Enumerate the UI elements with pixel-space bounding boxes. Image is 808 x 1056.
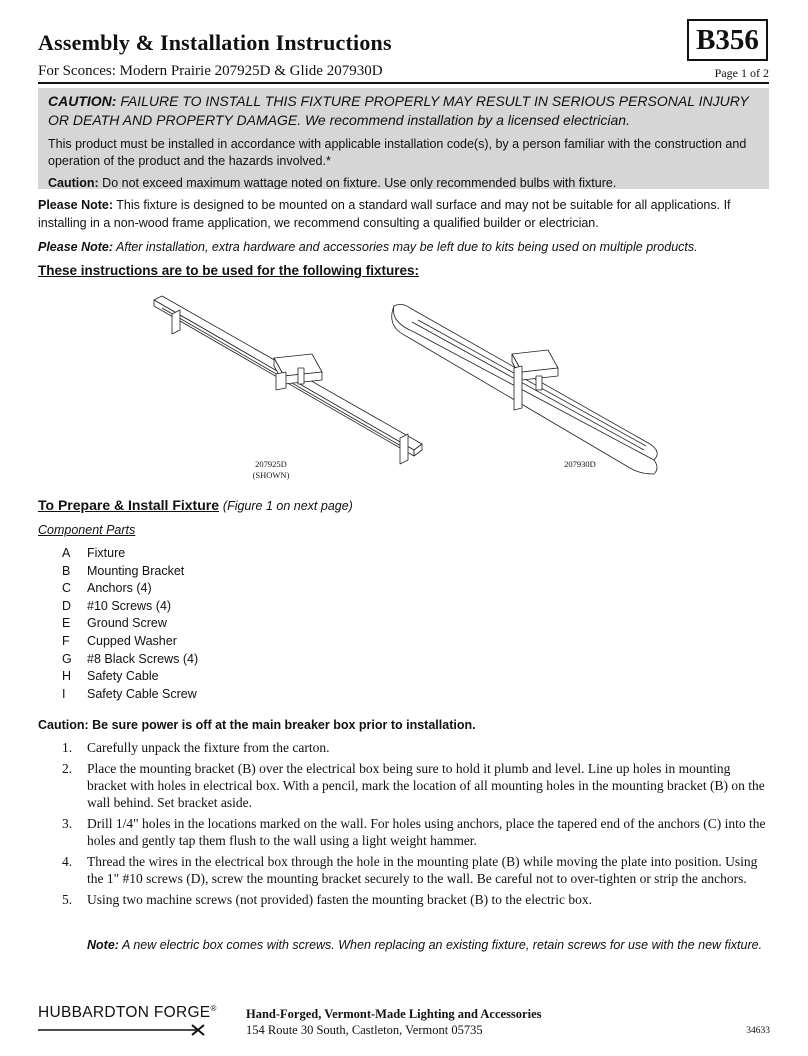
document-code: B356 <box>696 23 759 56</box>
installation-steps <box>38 739 769 912</box>
please-note-mounting <box>38 196 769 232</box>
part-letter: D <box>62 598 72 613</box>
fixture-207930d-drawing <box>392 304 657 474</box>
logo-name: HUBBARDTON FORGE <box>38 1004 211 1022</box>
please-note-hardware <box>38 238 769 256</box>
wattage-label: Caution: <box>48 176 99 189</box>
part-letter: C <box>62 581 72 596</box>
prepare-heading-text: To Prepare & Install Fixture <box>38 497 220 513</box>
note1-text: This fixture is designed to be mounted on a standard wall surface and may not be suitable for all applications. If installing in a non-wood frame application, we recommend consulting a qualified builder or electrician. <box>38 198 731 230</box>
list-item <box>62 686 198 704</box>
step-note-text: A new electric box comes with screws. When replacing an existing fixture, retain screws for use with the new fixture. <box>121 938 763 952</box>
part-name: #8 Black Screws (4) <box>87 651 199 666</box>
list-item <box>62 615 198 633</box>
fixture-label-207925d <box>249 459 293 481</box>
list-item <box>62 668 198 686</box>
wattage-caution <box>48 175 759 189</box>
step-note <box>87 937 767 954</box>
part-letter: G <box>62 651 72 666</box>
part-name: Mounting Bracket <box>87 563 185 578</box>
caution-main <box>48 92 759 130</box>
step-number: 3. <box>62 816 73 831</box>
step-item <box>38 739 769 756</box>
page-number: Page 1 of 2 <box>714 66 769 80</box>
component-parts-heading: Component Parts <box>38 523 136 537</box>
part-letter: E <box>62 616 71 631</box>
part-name: Anchors (4) <box>87 581 152 596</box>
caution-box <box>38 88 769 189</box>
header-rule <box>38 82 769 84</box>
part-name: #10 Screws (4) <box>87 598 172 613</box>
document-code-box <box>687 19 768 61</box>
caution-text: FAILURE TO INSTALL THIS FIXTURE PROPERLY MAY RESULT IN SERIOUS PERSONAL INJURY OR DEATH AND PROPERTY DAMAGE. We recommend installation by a licensed electrician. <box>48 93 749 128</box>
part-letter: I <box>62 686 66 701</box>
step-item <box>38 815 769 849</box>
fixtures-heading: These instructions are to be used for the following fixtures: <box>38 263 420 278</box>
fixture-label-207930d <box>558 459 602 470</box>
part-name: Safety Cable Screw <box>87 686 197 701</box>
fixture-model: 207930D <box>564 459 596 469</box>
step-text: Drill 1/4" holes in the locations marked on the wall. For holes using anchors, place the tapered end of the anchors (C) into the holes and gently tap them flush to the wall using a light weight hammer. <box>87 816 766 848</box>
part-name: Ground Screw <box>87 616 167 631</box>
document-number: 34633 <box>746 1026 770 1036</box>
step-item <box>38 891 769 908</box>
step-number: 1. <box>62 740 73 755</box>
list-item <box>62 563 198 581</box>
part-letter: A <box>62 546 71 560</box>
step-text: Place the mounting bracket (B) over the electrical box being sure to hold it plumb and level. Line up holes in mounting bracket with holes in electrical box. With a pencil, mark the location of all mounting holes in the mounting bracket (B) on the wall behind. Set bracket aside. <box>87 761 765 810</box>
prepare-install-heading <box>38 497 353 513</box>
note2-label: Please Note: <box>38 240 114 254</box>
step-item <box>38 760 769 811</box>
logo-wordmark <box>38 1004 217 1022</box>
footer-tagline: Hand-Forged, Vermont-Made Lighting and Accessories <box>246 1007 542 1021</box>
part-letter: F <box>62 633 70 648</box>
step-number: 5. <box>62 892 73 907</box>
list-item <box>62 580 198 598</box>
page-title: Assembly & Installation Instructions <box>38 30 392 55</box>
step-number: 2. <box>62 761 73 776</box>
component-parts-list <box>62 545 198 703</box>
list-item <box>62 633 198 651</box>
step-text: Carefully unpack the fixture from the carton. <box>87 740 330 755</box>
part-letter: B <box>62 563 71 578</box>
hubbardton-forge-logo <box>38 1004 218 1040</box>
part-name: Safety Cable <box>87 669 159 684</box>
installation-code-text: This product must be installed in accordance with applicable installation code(s), by a person familiar with the construction and operation of the product and the hazards involved.* <box>48 137 747 168</box>
step-text: Using two machine screws (not provided) fasten the mounting bracket (B) to the electric box. <box>87 892 592 907</box>
list-item <box>62 545 198 563</box>
caution-label: CAUTION: <box>48 93 117 109</box>
note1-label: Please Note: <box>38 198 114 212</box>
logo-underline-icon <box>38 1024 218 1038</box>
part-letter: H <box>62 669 72 684</box>
part-name: Cupped Washer <box>87 633 177 648</box>
note2-text: After installation, extra hardware and accessories may be left due to kits being used on multiple products. <box>116 240 698 254</box>
part-name: Fixture <box>87 546 126 560</box>
list-item <box>62 598 198 616</box>
step-item <box>38 853 769 887</box>
fixture-207925d-drawing <box>154 296 422 464</box>
wattage-text: Do not exceed maximum wattage noted on fixture. Use only recommended bulbs with fixture. <box>102 176 617 189</box>
figure-reference: (Figure 1 on next page) <box>222 499 353 513</box>
power-caution: Caution: Be sure power is off at the main breaker box prior to installation. <box>38 718 476 732</box>
footer-address: 154 Route 30 South, Castleton, Vermont 05735 <box>246 1023 483 1037</box>
registered-mark: ® <box>210 1004 217 1013</box>
step-number: 4. <box>62 854 73 869</box>
fixture-model: 207925D <box>255 459 287 469</box>
fixture-shown-note: (SHOWN) <box>252 470 290 480</box>
list-item <box>62 651 198 669</box>
step-text: Thread the wires in the electrical box through the hole in the mounting plate (B) while moving the plate into position. Using the 1" #10 screws (D), screw the mounting bracket securely to the wall. Be careful not to over-tighten or strip the anchors. <box>87 854 758 886</box>
step-note-label: Note: <box>87 938 119 952</box>
page-subtitle: For Sconces: Modern Prairie 207925D & Glide 207930D <box>38 63 383 79</box>
